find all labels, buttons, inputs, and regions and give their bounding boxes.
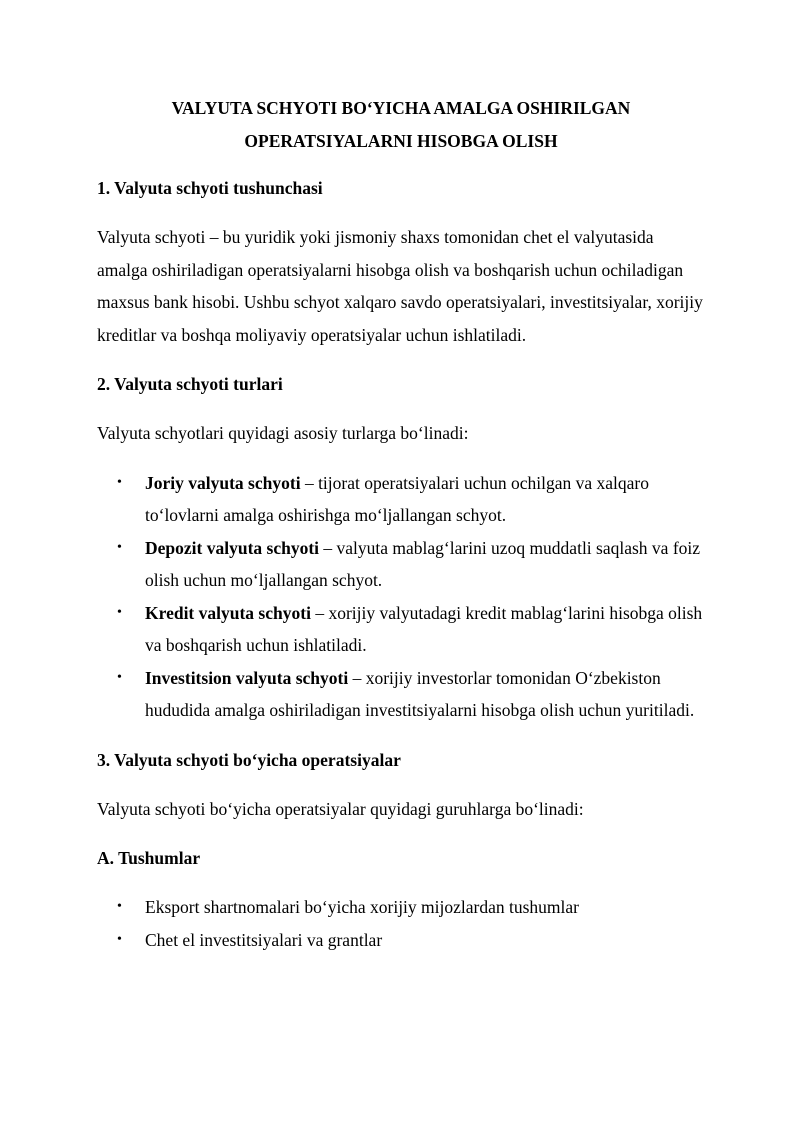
list-item — [97, 891, 705, 924]
list-item-term: Kredit valyuta schyoti — [145, 602, 311, 623]
bullet-icon: • — [117, 539, 122, 555]
document-title — [97, 92, 705, 158]
list-item-text: Eksport shartnomalari bo‘yicha xorijiy mijozlardan tushumlar — [145, 897, 579, 917]
list-item — [97, 532, 705, 597]
list-item-term: Depozit valyuta schyoti — [145, 537, 320, 558]
section-1-heading: 1. Valyuta schyoti tushunchasi — [97, 178, 323, 198]
list-item-desc: – valyuta mablag‘larini uzoq muddatli saqlash va foiz olish uchun mo‘ljallangan schyot. — [145, 537, 701, 590]
list-item — [97, 597, 705, 662]
section-3-intro: Valyuta schyoti bo‘yicha operatsiyalar quyidagi guruhlarga bo‘linadi: — [97, 798, 584, 819]
list-item-term: Investitsion valyuta schyoti — [145, 667, 349, 688]
list-item-desc: – tijorat operatsiyalari uchun ochilgan va xalqaro to‘lovlarni amalga oshirishga mo‘ljallangan schyot. — [145, 472, 649, 525]
receipts-list — [97, 891, 705, 956]
title-line-2: OPERATSIYALARNI HISOBGA OLISH — [244, 131, 558, 151]
bullet-icon: • — [117, 669, 122, 685]
bullet-icon: • — [117, 931, 122, 947]
list-item — [97, 924, 705, 957]
account-types-list — [97, 467, 705, 727]
bullet-icon: • — [117, 899, 122, 914]
title-line-1: VALYUTA SCHYOTI BO‘YICHA AMALGA OSHIRILGAN — [171, 98, 631, 118]
list-item-text: Chet el investitsiyalari va grantlar — [145, 929, 383, 950]
list-item-term: Joriy valyuta schyoti — [145, 472, 301, 493]
subsection-a-heading: A. Tushumlar — [97, 848, 201, 868]
section-2-heading: 2. Valyuta schyoti turlari — [97, 374, 283, 394]
list-item-desc: – xorijiy investorlar tomonidan O‘zbekiston hududida amalga oshiriladigan investitsiyalarni hisobga olish uchun yuritiladi. — [145, 667, 695, 720]
section-3-heading: 3. Valyuta schyoti bo‘yicha operatsiyalar — [97, 749, 401, 770]
list-item-desc: – xorijiy valyutadagi kredit mablag‘larini hisobga olish va boshqarish uchun ishlatiladi. — [145, 602, 703, 655]
list-item — [97, 662, 705, 727]
bullet-icon: • — [117, 474, 122, 490]
section-2-intro: Valyuta schyotlari quyidagi asosiy turlarga bo‘linadi: — [97, 423, 469, 443]
list-item — [97, 467, 705, 532]
bullet-icon: • — [117, 604, 122, 620]
section-1-paragraph: Valyuta schyoti – bu yuridik yoki jismoniy shaxs tomonidan chet el valyutasida amalga oshiriladigan operatsiyalarni hisobga olish va boshqarish uchun ochiladigan maxsus bank hisobi. Ushbu schyot xalqaro savdo operatsiyalari, investitsiyalar, xorijiy kreditlar va boshqa moliyaviy operatsiyalar uchun ishlatiladi. — [97, 227, 703, 345]
